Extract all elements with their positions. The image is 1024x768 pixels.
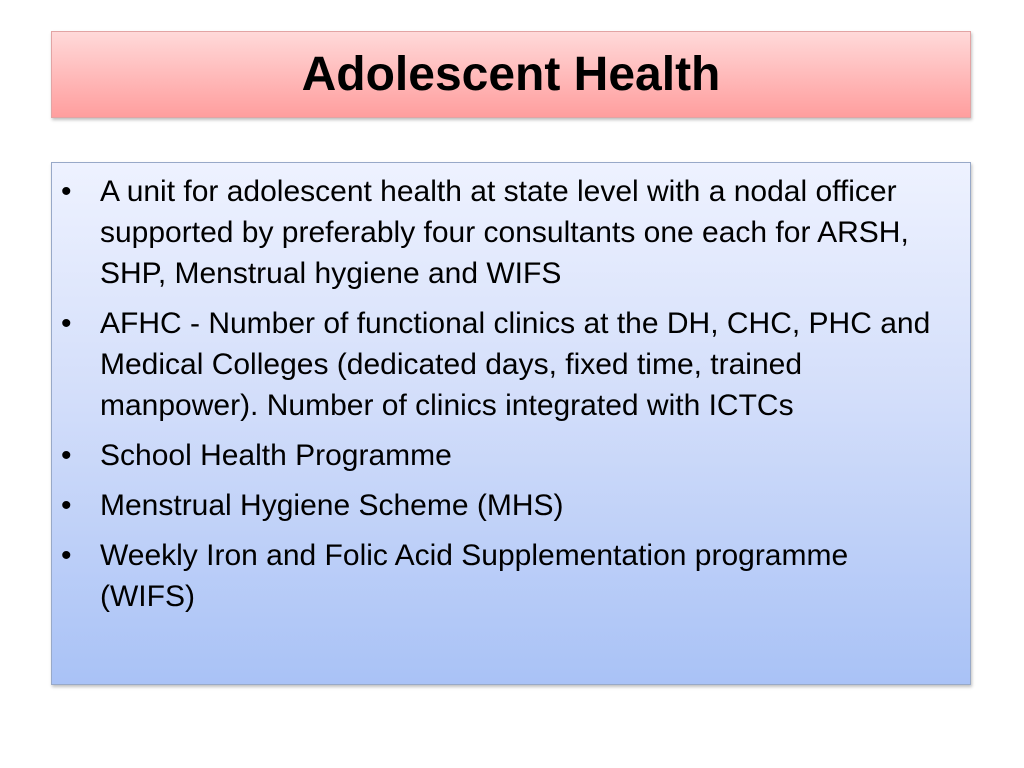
- bullet-item-school-health: [52, 435, 950, 476]
- bullet-item-nodal-unit: [52, 171, 950, 294]
- bullet-text: Weekly Iron and Folic Acid Supplementation programme (WIFS): [100, 539, 849, 613]
- bullet-text: AFHC - Number of functional clinics at the DH, CHC, PHC and Medical Colleges (dedicated days, fixed time, trained manpower). Number of clinics integrated with ICTCs: [100, 307, 931, 422]
- bullet-dot-icon: •: [61, 439, 72, 472]
- bullet-item-wifs: [52, 535, 950, 617]
- bullet-dot-icon: •: [61, 539, 72, 572]
- bullet-dot-icon: •: [61, 175, 72, 208]
- bullet-text: Menstrual Hygiene Scheme (MHS): [100, 489, 564, 522]
- bullet-text: A unit for adolescent health at state level with a nodal officer supported by preferably four consultants one each for ARSH, SHP, Menstrual hygiene and WIFS: [100, 175, 909, 290]
- bullet-dot-icon: •: [61, 307, 72, 340]
- slide-title: Adolescent Health: [301, 48, 721, 101]
- bullet-list: [52, 171, 950, 617]
- content-panel: [51, 162, 971, 685]
- bullet-text: School Health Programme: [100, 439, 452, 472]
- bullet-dot-icon: •: [61, 489, 72, 522]
- bullet-item-afhc: [52, 303, 950, 426]
- title-banner: [51, 31, 971, 118]
- bullet-item-mhs: [52, 485, 950, 526]
